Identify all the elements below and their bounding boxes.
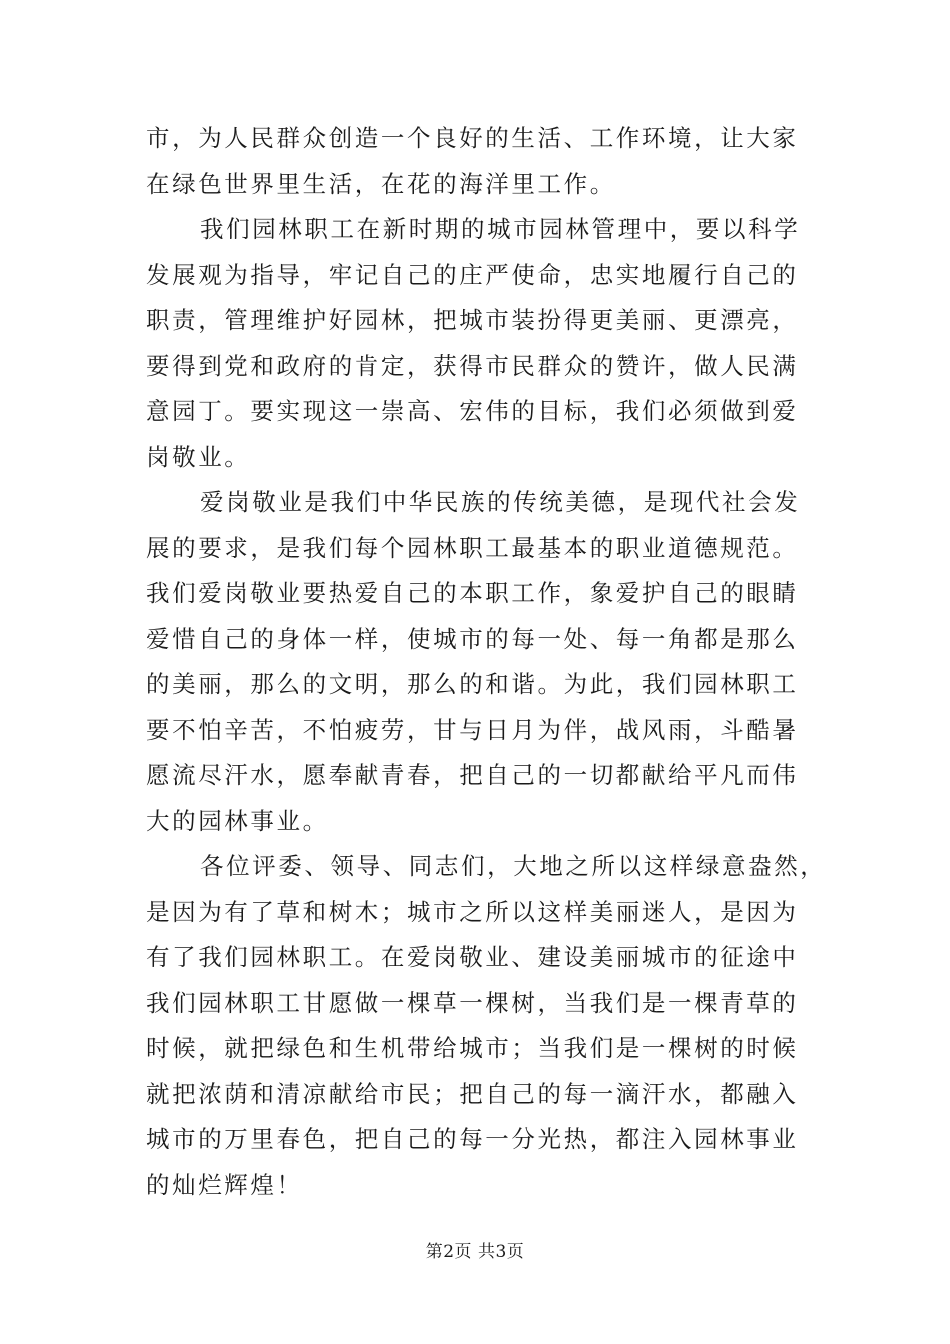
body-text	[146, 116, 826, 1208]
text-line: 我们爱岗敬业要热爱自己的本职工作，象爱护自己的眼睛	[146, 579, 799, 607]
text-line: 岗敬业。	[146, 442, 251, 471]
text-line: 有了我们园林职工。在爱岗敬业、建设美丽城市的征途中	[146, 943, 799, 971]
text-line: 职责，管理维护好园林，把城市装扮得更美丽、更漂亮，	[146, 306, 799, 334]
text-line: 爱惜自己的身体一样，使城市的每一处、每一角都是那么	[146, 624, 799, 653]
text-line: 在绿色世界里生活，在花的海洋里工作。	[146, 169, 616, 198]
text-line: 各位评委、领导、同志们，大地之所以这样绿意盎然，	[200, 852, 827, 880]
text-line: 的灿烂辉煌！	[146, 1170, 303, 1199]
text-line: 我们园林职工在新时期的城市园林管理中，要以科学	[200, 215, 801, 243]
text-line: 展的要求，是我们每个园林职工最基本的职业道德规范。	[146, 533, 799, 562]
text-line: 要不怕辛苦，不怕疲劳，甘与日月为伴，战风雨，斗酷暑	[146, 715, 799, 744]
text-line: 是因为有了草和树木；城市之所以这样美丽迷人，是因为	[146, 897, 799, 926]
text-line: 意园丁。要实现这一崇高、宏伟的目标，我们必须做到爱	[146, 397, 799, 425]
text-line: 就把浓荫和清凉献给市民；把自己的每一滴汗水，都融入	[146, 1079, 799, 1108]
text-line: 城市的万里春色，把自己的每一分光热，都注入园林事业	[146, 1125, 799, 1153]
text-line: 要得到党和政府的肯定，获得市民群众的赞许，做人民满	[146, 351, 799, 380]
text-line: 大的园林事业。	[146, 806, 329, 835]
text-line: 时候，就把绿色和生机带给城市；当我们是一棵树的时候	[146, 1034, 799, 1062]
text-line: 爱岗敬业是我们中华民族的传统美德，是现代社会发	[200, 488, 801, 516]
page-footer: 第2页 共3页	[425, 1242, 525, 1262]
text-line: 市，为人民群众创造一个良好的生活、工作环境，让大家	[146, 124, 799, 152]
text-line: 的美丽，那么的文明，那么的和谐。为此，我们园林职工	[146, 670, 799, 698]
text-line: 我们园林职工甘愿做一棵草一棵树，当我们是一棵青草的	[146, 988, 799, 1017]
text-line: 发展观为指导，牢记自己的庄严使命，忠实地履行自己的	[146, 260, 799, 289]
text-line: 愿流尽汗水，愿奉献青春，把自己的一切都献给平凡而伟	[146, 761, 799, 789]
